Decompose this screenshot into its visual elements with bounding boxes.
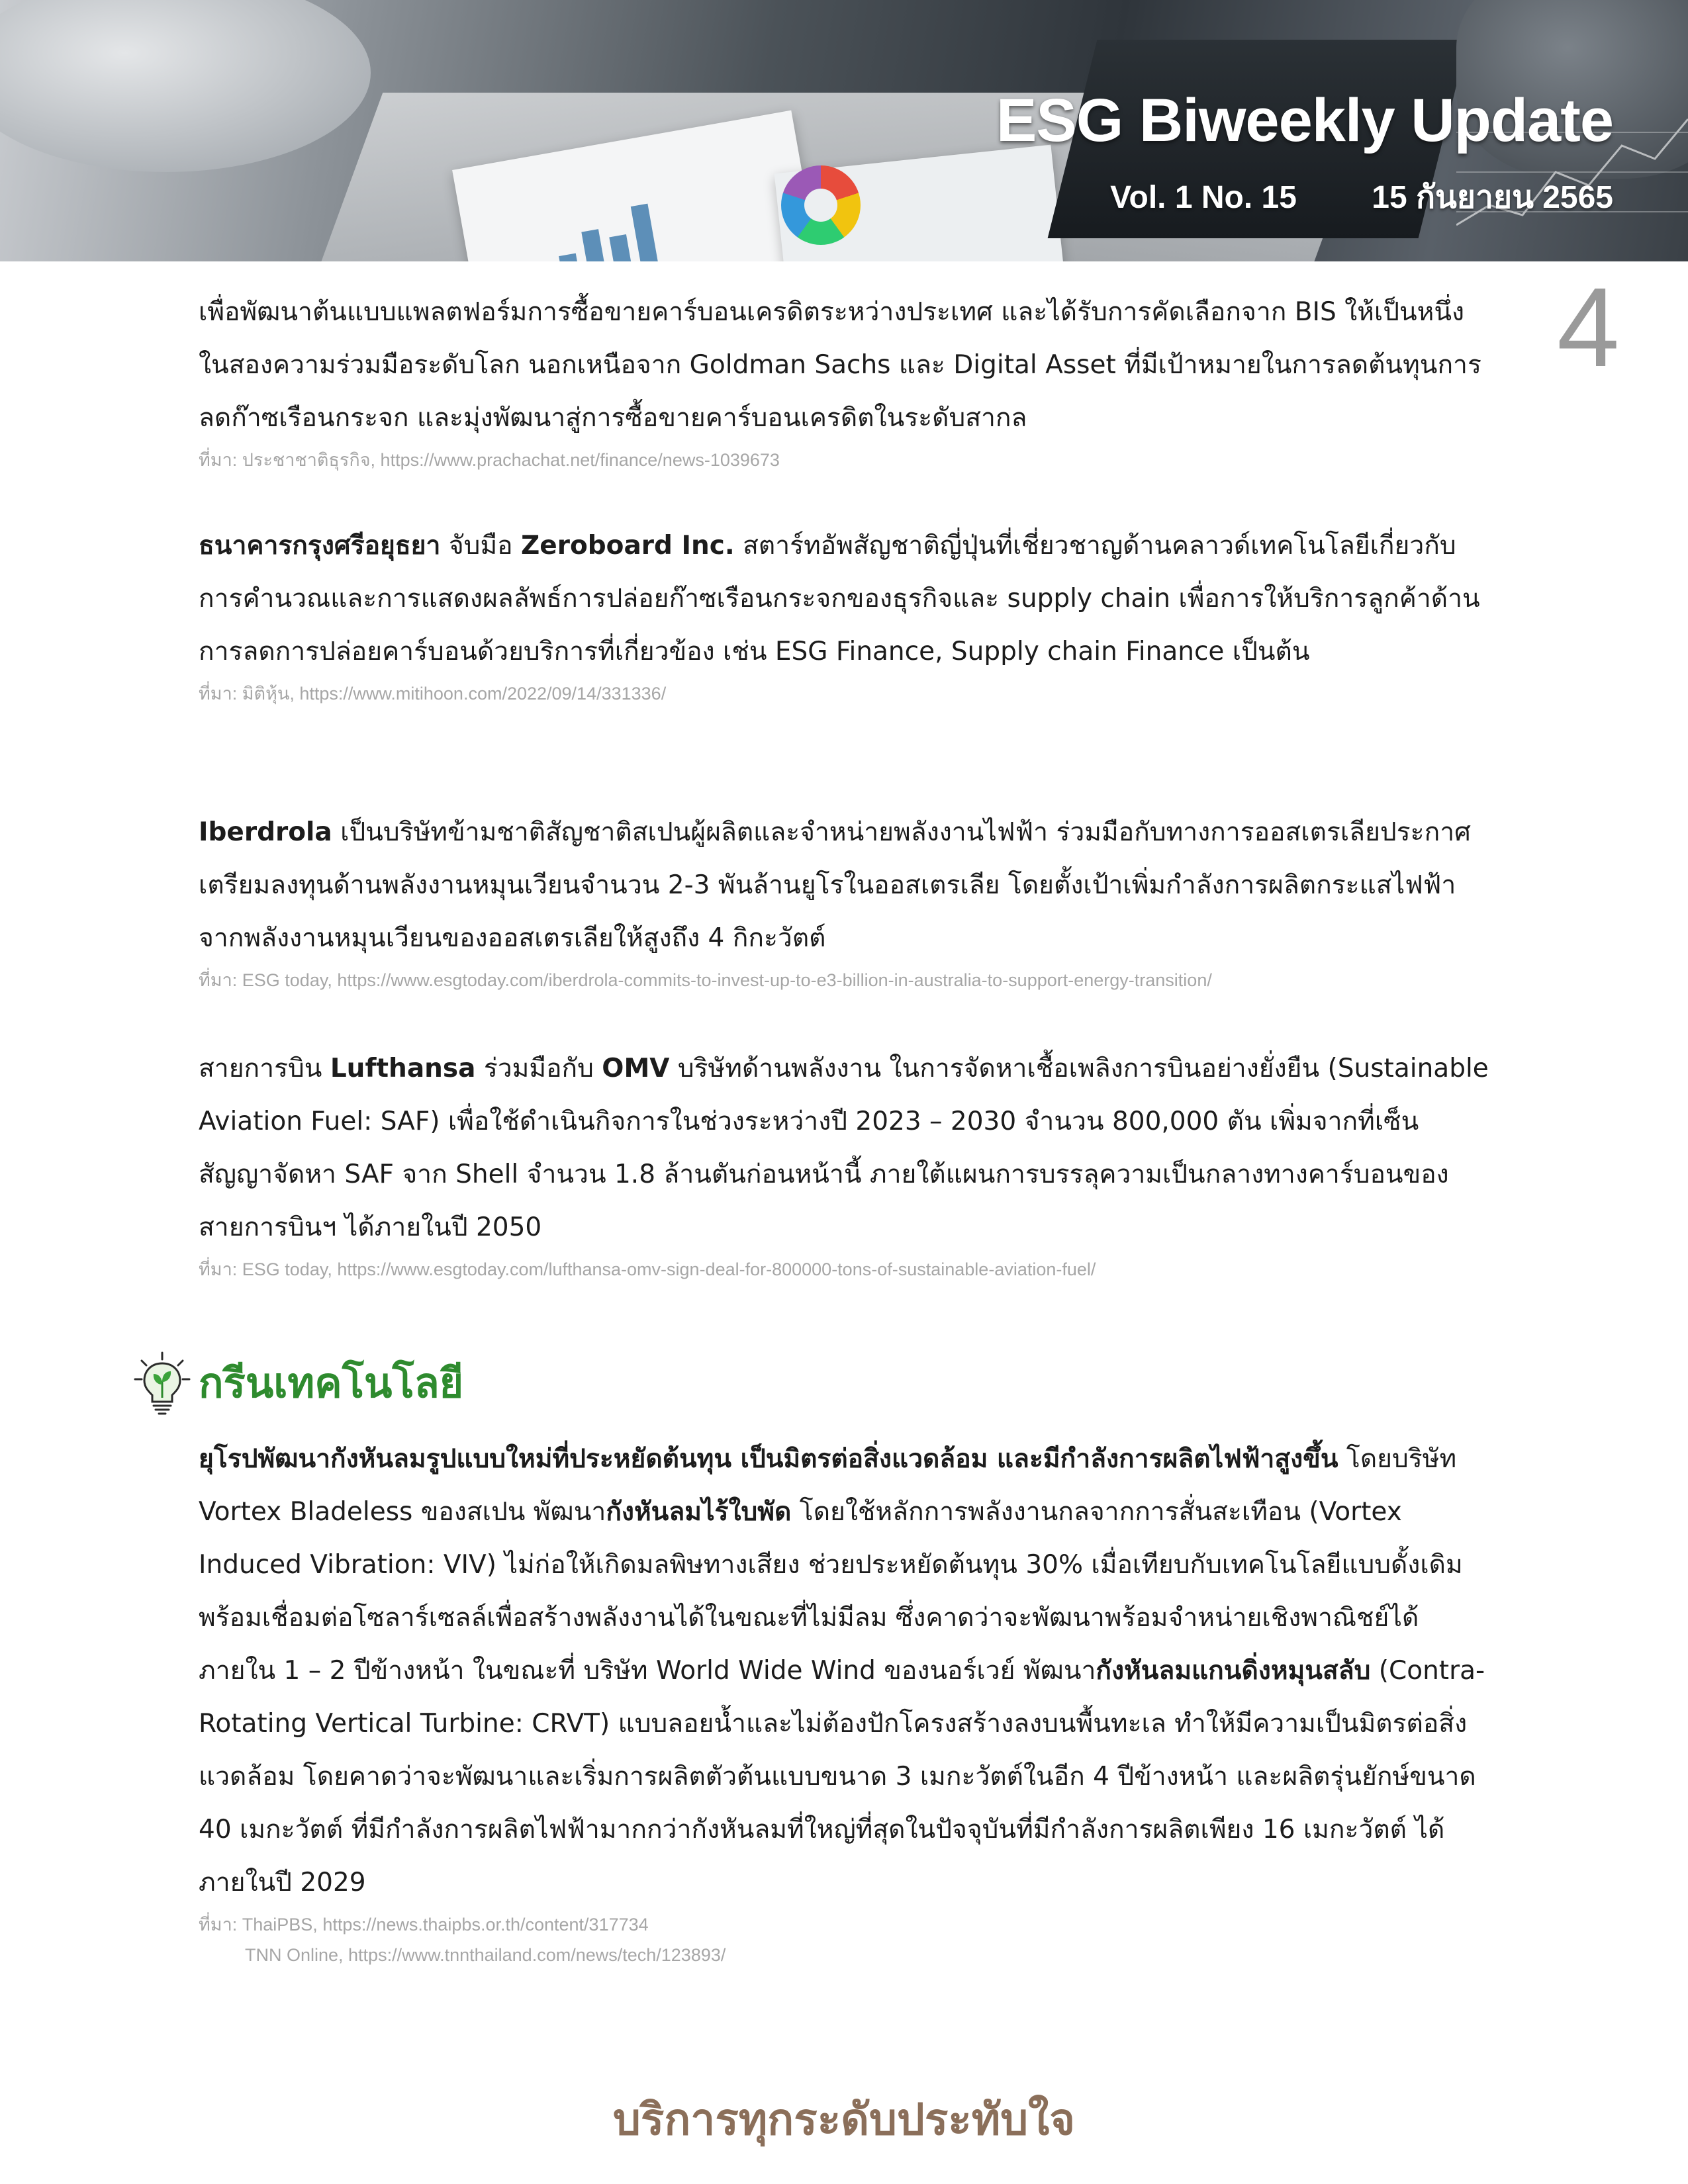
issue-date: 15 กันยายน 2565	[1372, 180, 1613, 215]
article-iberdrola	[199, 806, 1489, 995]
issue-volume: Vol. 1 No. 15	[1110, 180, 1297, 215]
article-bold-term: กังหันลมไร้ใบพัด	[606, 1497, 792, 1527]
newsletter-title: ESG Biweekly Update	[996, 87, 1613, 154]
article-text: ธนาคารกรุงศรีอยุธยา จับมือ Zeroboard Inc. สตาร์ทอัพสัญชาติญี่ปุ่นที่เชี่ยวชาญด้านคลาวด์เทคโนโลยีเกี่ยวกับการคำนวณและการแสดงผลลัพธ์การปล่อยก๊าซเรือนกระจกของธุรกิจและ supply chain เพื่อการให้บริการลูกค้าด้านการลดการปล่อยคาร์บอนด้วยบริการที่เกี่ยวข้อง เช่น ESG Finance, Supply chain Finance เป็นต้น	[199, 531, 1480, 666]
article-source: ที่มา: ThaiPBS, https://news.thaipbs.or.th/content/317734	[199, 1915, 649, 1934]
section-heading-green-tech	[132, 1350, 463, 1416]
article-bold-company-2: OMV	[602, 1054, 670, 1083]
article-bold-lead: Iberdrola	[199, 817, 332, 847]
article-bold-lead: ยุโรปพัฒนากังหันลมรูปแบบใหม่ที่ประหยัดต้นทุน เป็นมิตรต่อสิ่งแวดล้อม และมีกำลังการผลิตไฟฟ้าสูงขึ้น	[199, 1444, 1338, 1474]
article-lufthansa-omv	[199, 1042, 1489, 1285]
article-wind-turbines	[199, 1433, 1489, 1970]
article-text: ยุโรปพัฒนากังหันลมรูปแบบใหม่ที่ประหยัดต้นทุน เป็นมิตรต่อสิ่งแวดล้อม และมีกำลังการผลิตไฟฟ้าสูงขึ้น โดยบริษัท Vortex Bladeless ของสเปน พัฒนากังหันลมไร้ใบพัด โดยใช้หลักการพลังงานกลจากการสั่นสะเทือน (Vortex Induced Vibration: VIV) ไม่ก่อให้เกิดมลพิษทางเสียง ช่วยประหยัดต้นทุน 30% เมื่อเทียบกับเทคโนโลยีแบบดั้งเดิม พร้อมเชื่อมต่อโซลาร์เซลล์เพื่อสร้างพลังงานได้ในขณะที่ไม่มีลม ซึ่งคาดว่าจะพัฒนาพร้อมจำหน่ายเชิงพาณิชย์ได้ภายใน 1 – 2 ปีข้างหน้า ในขณะที่ บริษัท World Wide Wind ของนอร์เวย์ พัฒนากังหันลมแกนดิ่งหมุนสลับ (Contra-Rotating Vertical Turbine: CRVT) แบบลอยน้ำและไม่ต้องปักโครงสร้างลงบนพื้นทะเล ทำให้มีความเป็นมิตรต่อสิ่งแวดล้อม โดยคาดว่าจะพัฒนาและเริ่มการผลิตตัวต้นแบบขนาด 3 เมกะวัตต์ในอีก 4 ปีข้างหน้า และผลิตรุ่นยักษ์ขนาด 40 เมกะวัตต์ ที่มีกำลังการผลิตไฟฟ้ามากกว่ากังหันลมที่ใหญ่ที่สุดในปัจจุบันที่มีกำลังการผลิตเพียง 16 เมกะวัตต์ ได้ภายในปี 2029	[199, 1444, 1485, 1897]
article-source: ที่มา: มิติหุ้น, https://www.mitihoon.com/2022/09/14/331336/	[199, 684, 667, 704]
article-bold-term-2: กังหันลมแกนดิ่งหมุนสลับ	[1096, 1656, 1371, 1686]
article-source: ที่มา: ESG today, https://www.esgtoday.com/iberdrola-commits-to-invest-up-to-e3-billion-in-australia-to-support-energy-transition/	[199, 970, 1212, 990]
footer-tagline: บริการทุกระดับประทับใจ	[612, 2094, 1076, 2145]
article-source-2: TNN Online, https://www.tnnthailand.com/news/tech/123893/	[245, 1945, 726, 1965]
banner-photo-sleeve-left	[0, 0, 371, 172]
banner-photo-donut-graphic	[781, 165, 861, 245]
article-bold-company: Lufthansa	[330, 1054, 476, 1083]
article-source: ที่มา: ประชาชาติธุรกิจ, https://www.prachachat.net/finance/news-1039673	[199, 450, 780, 470]
article-bold-lead: ธนาคารกรุงศรีอยุธยา	[199, 531, 441, 561]
header-banner	[0, 0, 1688, 261]
article-text: เพื่อพัฒนาต้นแบบแพลตฟอร์มการซื้อขายคาร์บอนเครดิตระหว่างประเทศ และได้รับการคัดเลือกจาก BIS ให้เป็นหนึ่งในสองความร่วมมือระดับโลก นอกเหนือจาก Goldman Sachs และ Digital Asset ที่มีเป้าหมายในการลดต้นทุนการลดก๊าซเรือนกระจก และมุ่งพัฒนาสู่การซื้อขายคาร์บอนเครดิตในระดับสากล	[199, 297, 1481, 433]
article-krungsri-zeroboard	[199, 520, 1489, 709]
article-text: สายการบิน Lufthansa ร่วมมือกับ OMV บริษัทด้านพลังงาน ในการจัดหาเชื้อเพลิงการบินอย่างยั่งยืน (Sustainable Aviation Fuel: SAF) เพื่อใช้ดำเนินกิจการในช่วงระหว่างปี 2023 – 2030 จำนวน 800,000 ตัน เพิ่มจากที่เซ็นสัญญาจัดหา SAF จาก Shell จำนวน 1.8 ล้านตันก่อนหน้านี้ ภายใต้แผนการบรรลุความเป็นกลางทางคาร์บอนของสายการบินฯ ได้ภายในปี 2050	[199, 1054, 1489, 1242]
lightbulb-plant-icon	[132, 1350, 192, 1416]
article-text: Iberdrola เป็นบริษัทข้ามชาติสัญชาติสเปนผู้ผลิตและจำหน่ายพลังงานไฟฟ้า ร่วมมือกับทางการออสเตรเลียประกาศเตรียมลงทุนด้านพลังงานหมุนเวียนจำนวน 2-3 พันล้านยูโรในออสเตรเลีย โดยตั้งเป้าเพิ่มกำลังการผลิตกระแสไฟฟ้าจากพลังงานหมุนเวียนของออสเตรเลียให้สูงถึง 4 กิกะวัตต์	[199, 817, 1471, 953]
issue-info	[1110, 172, 1613, 222]
section-title: กรีนเทคโนโลยี	[199, 1359, 464, 1407]
article-bold-company: Zeroboard Inc.	[520, 531, 735, 561]
article-carbon-platform	[199, 286, 1489, 475]
article-source: ที่มา: ESG today, https://www.esgtoday.com/lufthansa-omv-sign-deal-for-800000-tons-of-sustainable-aviation-fuel/	[199, 1259, 1096, 1279]
page-number: 4	[1557, 265, 1620, 390]
